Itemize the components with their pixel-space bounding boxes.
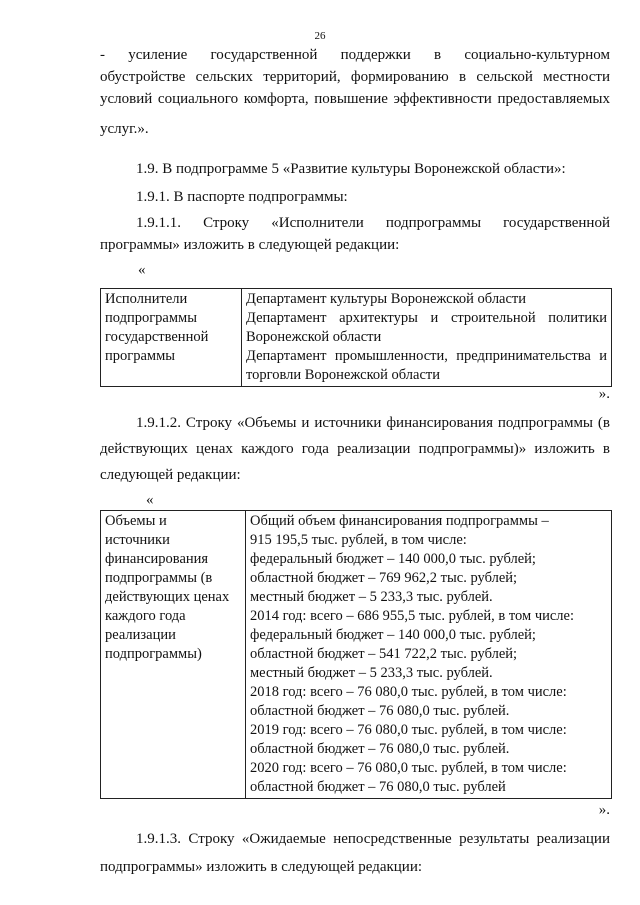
executors-table	[100, 288, 612, 387]
p1912-line-1: 1.9.1.2. Строку «Объемы и источники финансирования подпрограммы (в	[136, 415, 610, 431]
p1912-line-3: следующей редакции:	[100, 467, 241, 483]
table2-value-cell: Общий объем финансирования подпрограммы – 915 195,5 тыс. рублей, в том числе: федеральный бюджет – 140 000,0 тыс. рублей; областной бюджет – 769 962,2 тыс. рублей; местный бюджет – 5 233,3 тыс. рублей. 2014 год: всего – 686 955,5 тыс. рублей, в том числе: федеральный бюджет – 140 000,0 тыс. рублей; областной бюджет – 541 722,2 тыс. рублей; местный бюджет – 5 233,3 тыс. рублей. 2018 год: всего – 76 080,0 тыс. рублей, в том числе: областной бюджет – 76 080,0 тыс. рублей. 2019 год: всего – 76 080,0 тыс. рублей, в том числе: областной бюджет – 76 080,0 тыс. рублей. 2020 год: всего – 76 080,0 тыс. рублей, в том числе: областной бюджет – 76 080,0 тыс. рублей	[246, 511, 612, 799]
p1911-line-2: программы» изложить в следующей редакции:	[100, 237, 400, 253]
paragraph-1-9: 1.9. В подпрограмме 5 «Развитие культуры Воронежской области»:	[136, 161, 566, 177]
quote-close-1: ».	[598, 386, 610, 402]
paragraph-1-9-1-1	[100, 212, 610, 256]
table1-value-cell: Департамент культуры Воронежской области Департамент архитектуры и строительной политики Воронежской области Департамент промышленности, предпринимательства и торговли Воронежской области	[242, 289, 612, 387]
p1913-line-2: подпрограммы» изложить в следующей редакции:	[100, 859, 423, 875]
table2-label-cell: Объемы и источники финансирования подпрограммы (в действующих ценах каждого года реализации подпрограммы)	[101, 511, 246, 799]
intro-line-1: - усиление государственной поддержки в социально-культурном	[100, 47, 610, 63]
paragraph-1-9-1-2	[100, 412, 610, 486]
p1911-line-1: 1.9.1.1. Строку «Исполнители подпрограммы государственной	[136, 215, 610, 231]
paragraph-1-9-1-3	[100, 828, 610, 878]
table1-label-cell: Исполнители подпрограммы государственной программы	[101, 289, 242, 387]
page-number: 26	[314, 30, 326, 42]
quote-open-1: «	[138, 262, 146, 278]
quote-open-2: «	[146, 492, 154, 508]
intro-line-3: условий социального комфорта, повышение эффективности предоставляемых	[100, 91, 610, 107]
intro-paragraph	[100, 44, 610, 140]
table-row	[101, 511, 612, 799]
paragraph-1-9-1: 1.9.1. В паспорте подпрограммы:	[136, 189, 348, 205]
table-row	[101, 289, 612, 387]
p1913-line-1: 1.9.1.3. Строку «Ожидаемые непосредственные результаты реализации	[136, 831, 610, 847]
intro-line-4: услуг.».	[100, 121, 149, 137]
financing-table	[100, 510, 612, 799]
p1912-line-2: действующих ценах каждого года реализации подпрограммы)» изложить в	[100, 441, 610, 457]
intro-line-2: обустройстве сельских территорий, формированию в сельской местности	[100, 69, 610, 85]
quote-close-2: ».	[598, 802, 610, 818]
